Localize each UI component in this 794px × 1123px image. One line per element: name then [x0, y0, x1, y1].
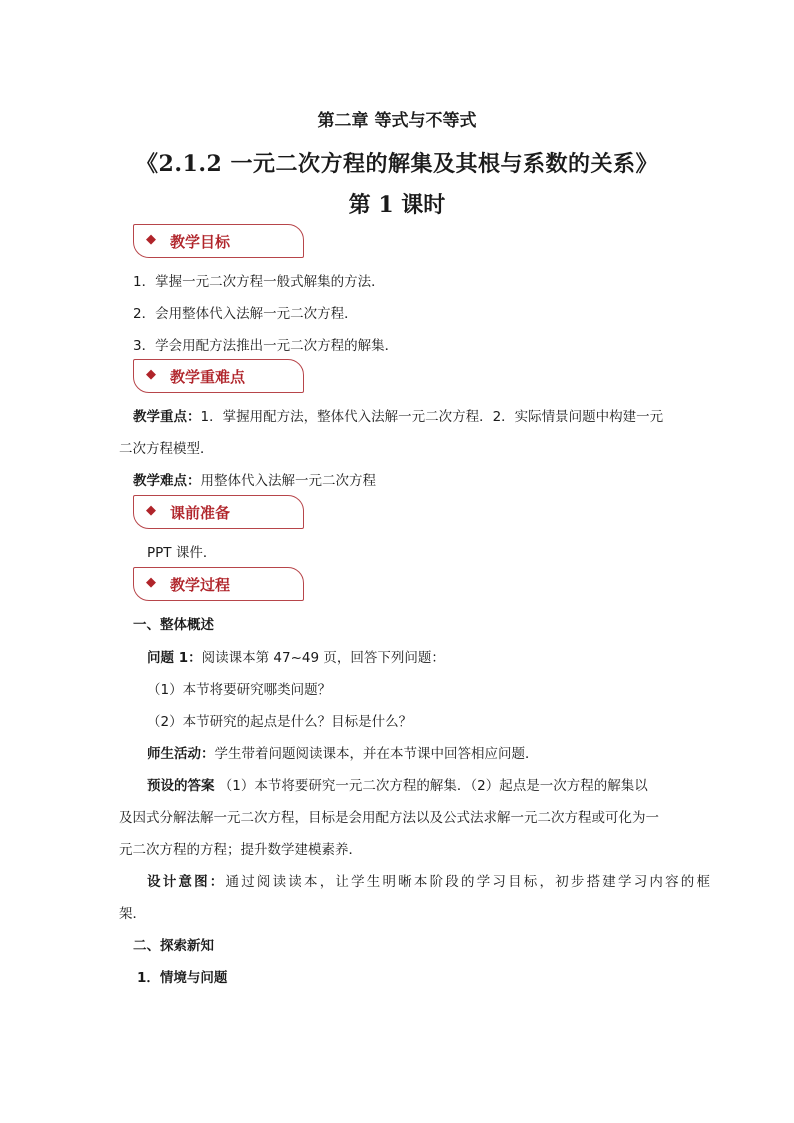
question-label: 问题 1： [147, 650, 202, 666]
objective-item: 3．学会用配方法推出一元二次方程的解集． [133, 338, 399, 354]
section-label: 教学重难点 [170, 368, 246, 386]
section-banner-objectives [133, 224, 304, 258]
design-text: 通过阅读读本，让学生明晰本阶段的学习目标，初步搭建学习内容的框 [225, 874, 713, 890]
question-1-sub-2: （2）本节研究的起点是什么？目标是什么？ [147, 714, 413, 730]
section-banner-process [133, 567, 304, 601]
answer-line-3: 元二次方程的方程；提升数学建模素养． [119, 842, 362, 858]
question-1 [147, 646, 445, 666]
diamond-icon: ◆ [146, 367, 156, 382]
section-banner-key-points [133, 359, 304, 393]
focus-text: 1．掌握用配方法，整体代入法解一元二次方程．2．实际情景问题中构建一元 [200, 409, 664, 425]
activity-label: 师生活动： [147, 746, 215, 762]
lesson-subtitle: 第 1 课时 [348, 192, 446, 218]
focus-line-continued: 二次方程模型． [119, 441, 214, 457]
chapter-heading: 第二章 等式与不等式 [317, 111, 477, 131]
part2-heading: 二、探索新知 [133, 938, 214, 954]
focus-label: 教学重点： [133, 409, 201, 425]
focus-line [133, 405, 663, 425]
diamond-icon: ◆ [146, 575, 156, 590]
part1-heading: 一、整体概述 [133, 617, 214, 633]
part2-subheading: 1．情境与问题 [137, 970, 228, 986]
section-label: 教学过程 [170, 576, 231, 594]
objective-item: 1．掌握一元二次方程一般式解集的方法． [133, 274, 385, 290]
design-line-1 [147, 870, 712, 890]
design-label: 设计意图： [147, 874, 226, 890]
answer-line-2: 及因式分解法解一元二次方程，目标是会用配方法以及公式法求解一元二次方程或可化为一 [119, 810, 659, 826]
section-label: 教学目标 [170, 233, 231, 251]
preparation-text: PPT 课件． [147, 545, 217, 561]
difficulty-line [133, 469, 376, 489]
activity-text: 学生带着问题阅读课本，并在本节课中回答相应问题． [214, 746, 539, 762]
diamond-icon: ◆ [146, 503, 156, 518]
answer-label: 预设的答案 [147, 778, 215, 794]
difficulty-text: 用整体代入法解一元二次方程 [200, 473, 376, 489]
design-line-2: 架． [119, 906, 146, 922]
answer-line-1 [147, 774, 648, 794]
diamond-icon: ◆ [146, 232, 156, 247]
question-text: 阅读课本第 47~49 页，回答下列问题： [201, 650, 445, 666]
lesson-title: 《2.1.2 一元二次方程的解集及其根与系数的关系》 [136, 151, 658, 177]
section-banner-preparation [133, 495, 304, 529]
answer-text: （1）本节将要研究一元二次方程的解集．（2）起点是一次方程的解集以 [218, 778, 648, 794]
difficulty-label: 教学难点： [133, 473, 201, 489]
objective-item: 2．会用整体代入法解一元二次方程． [133, 306, 358, 322]
question-1-sub-1: （1）本节将要研究哪类问题？ [147, 682, 332, 698]
section-label: 课前准备 [170, 504, 231, 522]
activity-line [147, 742, 539, 762]
